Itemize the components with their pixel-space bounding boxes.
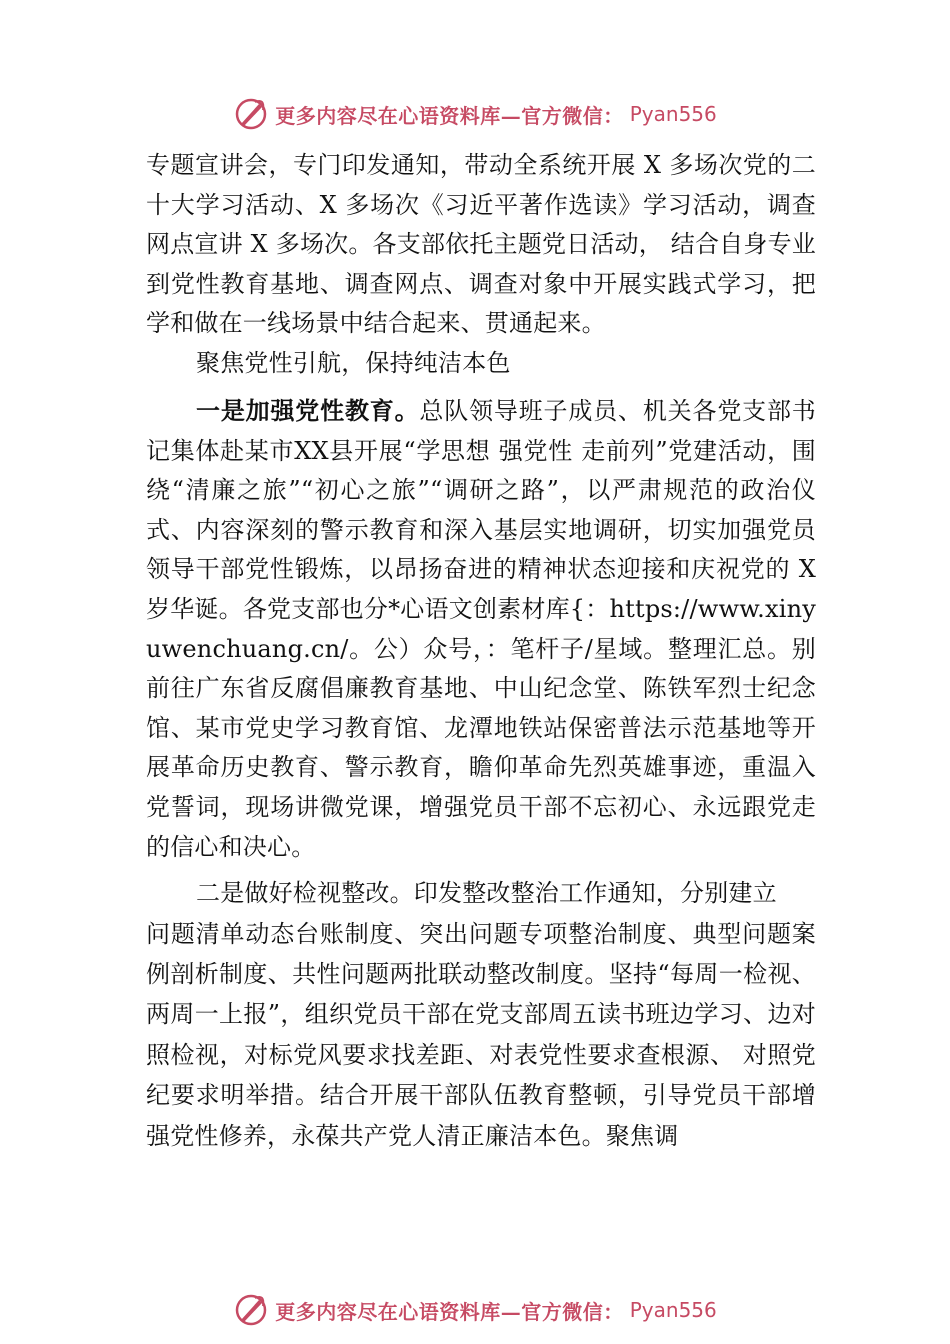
paragraph-3-text: 总队领导班子成员、机关各党支部书记集体赴某市XX县开展“学思想 强党性 走前列”党建活动，围绕“清廉之旅”“初心之旅”“调研之路”，以严肃规范的政治仪式、内容深刻的警示教育和深入基层实地调研，切实加强党员领导干部党性锻炼，以昂扬奋进的精神状态迎接和庆祝党的 X 岁华诞。各党支部也分*心语文创素材库{：https://www.xinyuwenchuang.cn/。公）众号，：笔杆子/星域。整理汇总。别前往广东省反腐倡廉教育基地、中山纪念堂、陈铁军烈士纪念馆、某市党史学习教育馆、龙潭地铁站保密普法示范基地等开展革命历史教育、警示教育，瞻仰革命先烈英雄事迹，重温入党誓词，现场讲微党课，增强党员干部不忘初心、永远跟党走的信心和决心。 [146, 397, 824, 861]
paragraph-1: 专题宣讲会，专门印发通知，带动全系统开展 X 多场次党的二十大学习活动、X 多场次《习近平著作选读》学习活动，调查网点宣讲 X 多场次。各支部依托主题党日活动， 结合自身专业到党性教育基地、调查网点、调查对象中开展实践式学习，把学和做在一线场景中结合起来、贯通起来。 [146, 151, 816, 338]
footer-wechat-id: Pyan556 [629, 1298, 717, 1322]
header-wechat-id: Pyan556 [629, 102, 717, 126]
document-body [146, 146, 824, 1156]
paragraph-4-first-line: 二是做好检视整改。印发整改整治工作通知，分别建立 [196, 879, 777, 908]
quill-logo-icon [233, 96, 269, 132]
paragraph-3-lead: 一是加强党性教育。 [196, 397, 420, 425]
footer-banner-text: 更多内容尽在心语资料库—官方微信： [275, 1299, 624, 1324]
paragraph-3 [146, 392, 824, 867]
header-banner [0, 94, 950, 134]
quill-logo-icon [233, 1292, 269, 1328]
paragraph-4-text: 问题清单动态台账制度、突出问题专项整治制度、典型问题案例剖析制度、共性问题两批联动整改制度。坚持“每周一检视、两周一上报”，组织党员干部在党支部周五读书班边学习、边对照检视，对标党风要求找差距、对表党性要求查根源、 对照党纪要求明举措。结合开展干部队伍教育整顿，引导党员干部增强党性修养，永葆共产党人清正廉洁本色。聚焦调 [146, 919, 816, 1150]
section-heading: 聚焦党性引航，保持纯洁本色 [196, 349, 511, 377]
header-banner-text: 更多内容尽在心语资料库—官方微信： [275, 103, 624, 128]
footer-banner [0, 1290, 950, 1330]
